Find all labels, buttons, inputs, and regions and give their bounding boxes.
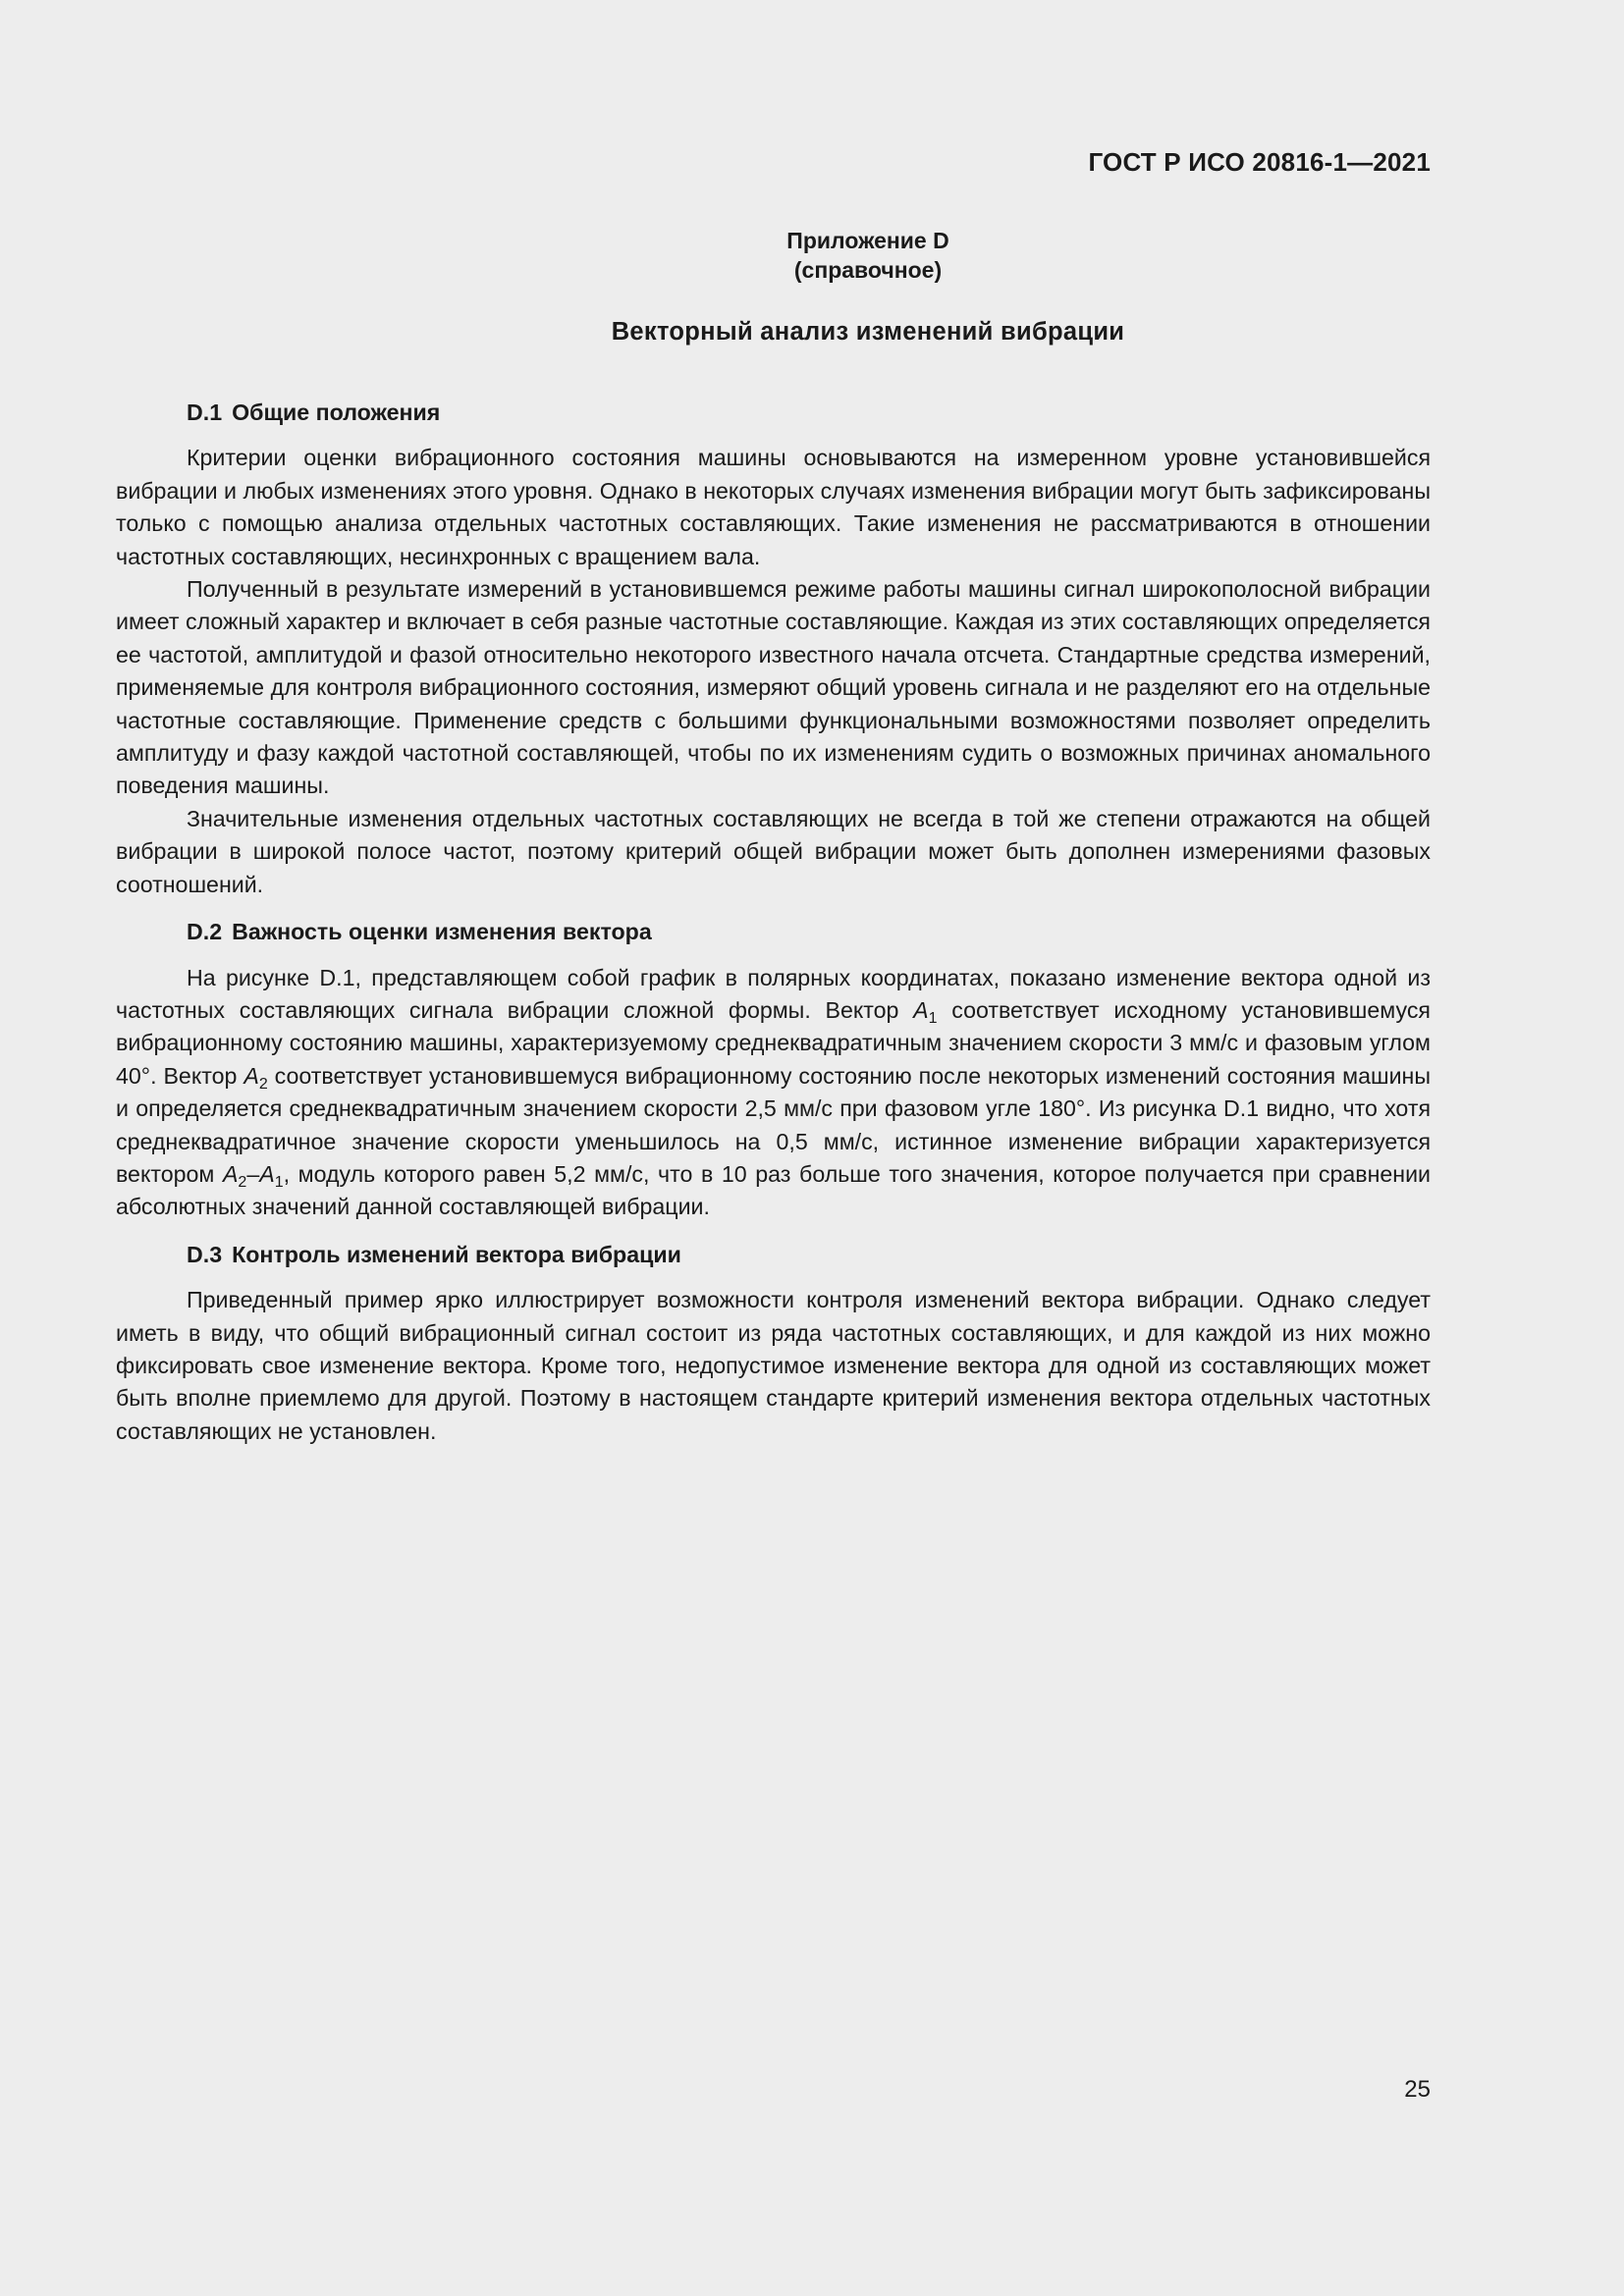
text-run: соответствует исходному установившемуся вибрационному состоянию машины, характеризуемому среднеквадратичным значением скорости 3 мм/с и фазовым углом 40°. Вектор [116,996,1431,1089]
section-title: Важность оценки изменения вектора [232,919,652,945]
vector-symbol: A [222,1160,239,1187]
appendix-label: Приложение D [786,228,949,253]
section-title: Общие положения [232,400,441,425]
section-number: D.1 [187,400,223,425]
section-number: D.2 [187,919,223,945]
section-heading-d3 [116,1239,1431,1271]
page-title [0,318,1624,347]
section-heading-d1 [116,397,1431,429]
vector-subscript: 1 [274,1173,284,1191]
paragraph: Полученный в результате измерений в установившемся режиме работы машины сигнал широкополосной вибрации имеет сложный характер и включает в себя разные частотные составляющие. Каждая из этих составляющих определяется ее частотой, амплитудой и фазой относительно некоторого известного начала отсчета. Стандартные средства измерений, применяемые для контроля вибрационного состояния, измеряют общий уровень сигнала и не разделяют его на отдельные частотные составляющие. Применение средств с большими функциональными возможностями позволяет определить амплитуду и фазу каждой частотной составляющей, чтобы по их изменениям судить о возможных причинах аномального поведения машины. [116,576,1431,799]
section-heading-d2 [116,916,1431,948]
page-title-text: Векторный анализ изменений вибрации [611,318,1125,346]
paragraph: Значительные изменения отдельных частотных составляющих не всегда в той же степени отражаются на общей вибрации в широкой полосе частот, поэтому критерий общей вибрации может быть дополнен измерениями фазовых соотношений. [116,805,1431,897]
document-id: ГОСТ Р ИСО 20816-1—2021 [1088,147,1431,177]
section-number: D.3 [187,1241,223,1267]
appendix-type: (справочное) [793,257,943,283]
text-run: , модуль которого равен 5,2 мм/с, что в 10 раз больше того значения, которое получается при сравнении абсолютных значений данной составляющей вибрации. [116,1160,1431,1220]
vector-dash: – [246,1160,260,1187]
paragraph: Критерии оценки вибрационного состояния машины основываются на измеренном уровне установившейся вибрации и любых изменениях этого уровня. Однако в некоторых случаях изменения вибрации могут быть зафиксированы только с помощью анализа отдельных частотных составляющих. Такие изменения не рассматриваются в отношении частотных составляющих, несинхронных с вращением вала. [116,445,1431,569]
document-body [116,397,1431,1448]
paragraph-vector [116,962,1431,1224]
vector-subscript: 1 [928,1009,938,1027]
page-number: 25 [1404,2076,1431,2103]
section-title: Контроль изменений вектора вибрации [232,1241,681,1267]
text-run: соответствует установившемуся вибрационному состоянию после некоторых изменений состояния машины и определяется среднеквадратичным значением скорости 2,5 мм/с при фазовом угле 180°. Из рисунка D.1 видно, что хотя среднеквадратичное значение скорости уменьшилось на 0,5 мм/с, истинное изменение вибрации характеризуется вектором [116,1062,1431,1187]
vector-symbol: A [244,1062,259,1089]
vector-subscript: 2 [238,1173,247,1191]
appendix-heading [0,226,1624,285]
paragraph: Приведенный пример ярко иллюстрирует возможности контроля изменений вектора вибрации. Однако следует иметь в виду, что общий вибрационный сигнал состоит из ряда частотных составляющих, и для каждой из них можно фиксировать свое изменение вектора. Кроме того, недопустимое изменение вектора для одной из составляющих может быть вполне приемлемо для другой. Поэтому в настоящем стандарте критерий изменения вектора отдельных частотных составляющих не установлен. [116,1287,1431,1444]
vector-symbol: A [259,1160,275,1187]
vector-symbol: A [913,996,929,1023]
text-run: На рисунке D.1, представляющем собой график в полярных координатах, показано изменение вектора одной из частотных составляющих сигнала вибрации сложной формы. Вектор [116,964,1431,1023]
vector-subscript: 2 [258,1075,268,1093]
